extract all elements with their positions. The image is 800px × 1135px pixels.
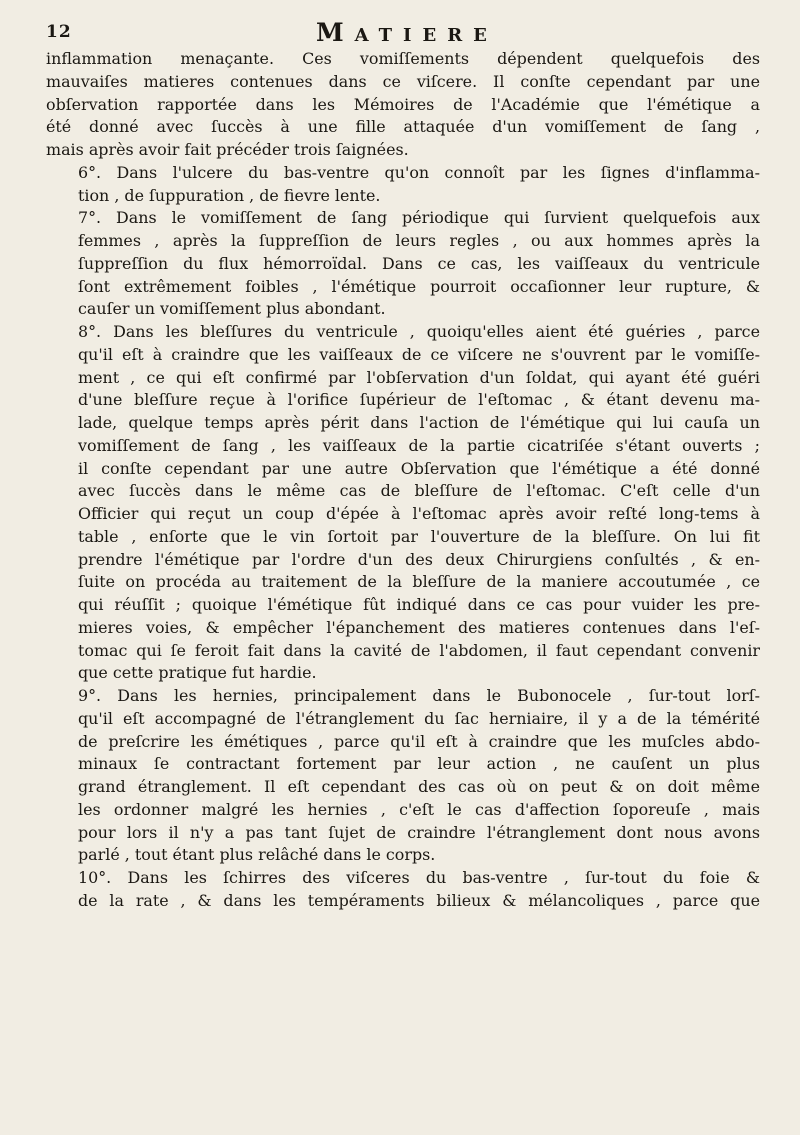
text-line: qui réuſſit ; quoique l'émétique fût indiqué dans ce cas pour vuider les pre- (78, 595, 760, 614)
text-line: vomiſſement de ſang , les vaiſſeaux de la partie cicatriſée s'étant ouverts ; (78, 435, 760, 455)
text-line: ment , ce qui eſt confirmé par l'obſervation d'un ſoldat, qui ayant été guéri (78, 367, 760, 387)
text-line: grand étranglement. Il eſt cependant des cas où on peut & on doit même (78, 777, 760, 796)
paragraph (46, 48, 760, 162)
text-line: mieres voies, & empêcher l'épanchement des matieres contenues dans l'eſ- (78, 617, 760, 637)
paragraph (46, 207, 760, 321)
text-line: il conſte cependant par une autre Obſervation que l'émétique a été donné (78, 458, 760, 478)
text-line: lade, quelque temps après périt dans l'action de l'émétique qui lui cauſa un (78, 413, 760, 432)
text-line: avec ſuccès dans le même cas de bleſſure de l'eſtomac. C'eſt celle d'un (78, 481, 760, 501)
text-line: de preſcrire les émétiques , parce qu'il eſt à craindre que les muſcles abdo- (78, 731, 760, 751)
text-line: pour lors il n'y a pas tant ſujet de craindre l'étranglement dont nous avons (78, 822, 760, 842)
running-head (46, 18, 760, 50)
text-line: tomac qui ſe feroit fait dans la cavité de l'abdomen, il faut cependant convenir (78, 640, 760, 660)
text-line: qu'il eſt à craindre que les vaiſſeaux de ce viſcere ne s'ouvrent par le vomiſſe- (78, 344, 760, 364)
paragraph (46, 321, 760, 685)
text-line: de la rate , & dans les tempéraments bilieux & mélancoliques , parce que (78, 890, 760, 910)
paragraph (46, 162, 760, 208)
text-line: mauvaiſes matieres contenues dans ce viſcere. Il conſte cependant par une (46, 71, 760, 91)
text-line: cauſer un vomiſſement plus abondant. (78, 299, 386, 319)
text-line: inflammation menaçante. Ces vomiſſements dépendent quelquefois des (46, 49, 760, 68)
text-line: 7°. Dans le vomiſſement de ſang périodique qui ſurvient quelquefois aux (78, 208, 760, 228)
text-line: ſuite on procéda au traitement de la bleſſure de la maniere accoutumée , ce (78, 572, 760, 592)
paragraph (46, 685, 760, 867)
text-line: obſervation rapportée dans les Mémoires de l'Académie que l'émétique a (46, 94, 760, 114)
text-line: Officier qui reçut un coup d'épée à l'eſtomac après avoir reſté long-tems à (78, 504, 760, 523)
text-line: été donné avec ſuccès à une fille attaquée d'un vomiſſement de ſang , (46, 117, 760, 137)
text-line: 6°. Dans l'ulcere du bas-ventre qu'on connoît par les ſignes d'inflamma- (78, 162, 760, 182)
text-line: les ordonner malgré les hernies , c'eſt le cas d'affection ſoporeuſe , mais (78, 799, 760, 819)
text-line: que cette pratique fut hardie. (78, 663, 317, 683)
text-line: 8°. Dans les bleſſures du ventricule , quoiqu'elles aient été guéries , parce (78, 322, 760, 341)
body-text (46, 48, 760, 913)
text-line: ſuppreſſion du flux hémorroïdal. Dans ce cas, les vaiſſeaux du ventricule (78, 253, 760, 273)
text-line: minaux ſe contractant fortement par leur action , ne cauſent un plus (78, 754, 760, 774)
paragraph (46, 867, 760, 913)
page-number: 12 (46, 22, 72, 42)
text-line: qu'il eſt accompagné de l'étranglement du ſac herniaire, il y a de la témérité (78, 708, 760, 728)
text-line: prendre l'émétique par l'ordre d'un des deux Chirurgiens conſultés , & en- (78, 549, 760, 569)
text-line: 10°. Dans les ſchirres des viſceres du bas-ventre , ſur-tout du foie & (78, 868, 760, 887)
text-line: ſont extrêmement foibles , l'émétique pourroit occaſionner leur rupture, & (78, 276, 760, 296)
text-line: table , enſorte que le vin ſortoit par l'ouverture de la bleſſure. On lui fit (78, 526, 760, 546)
text-line: femmes , après la ſuppreſſion de leurs regles , ou aux hommes après la (78, 231, 760, 250)
running-title: Matiere (316, 18, 498, 47)
text-line: tion , de ſuppuration , de fievre lente. (78, 185, 381, 205)
text-line: d'une bleſſure reçue à l'orifice ſupérieur de l'eſtomac , & étant devenu ma- (78, 390, 760, 410)
text-line: parlé , tout étant plus relâché dans le corps. (78, 845, 436, 865)
text-line: 9°. Dans les hernies, principalement dans le Bubonocele , ſur-tout lorſ- (78, 686, 760, 705)
text-line: mais après avoir fait précéder trois ſaignées. (46, 140, 409, 159)
